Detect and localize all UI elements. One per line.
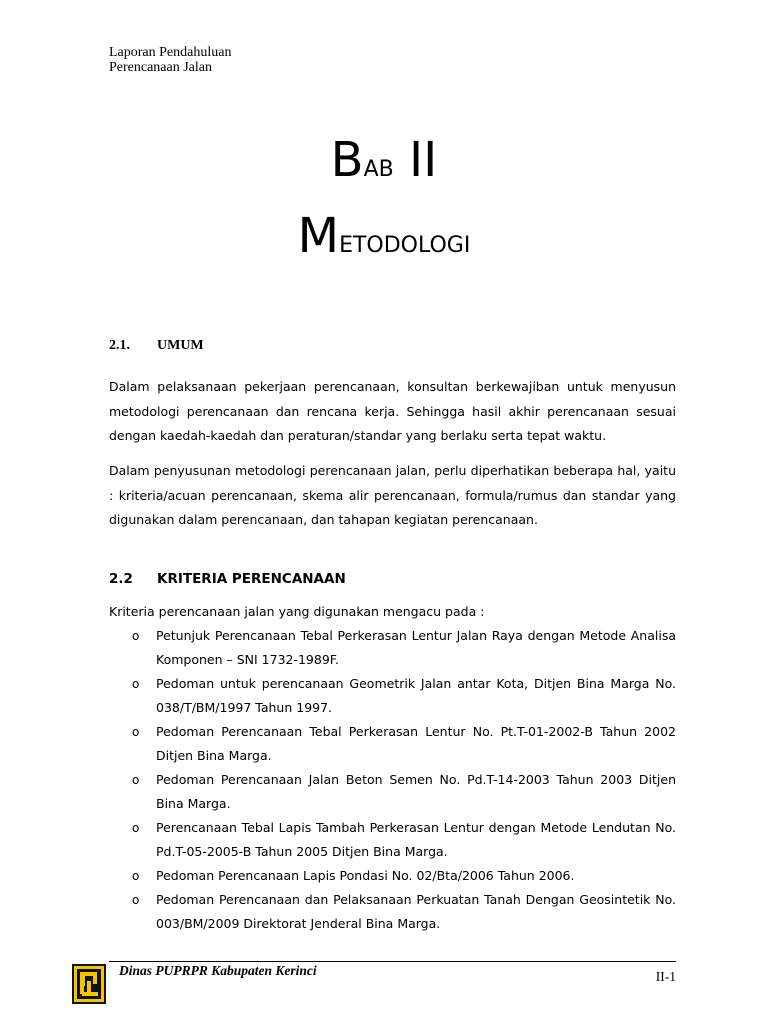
chapter-number-initial: B bbox=[330, 132, 364, 188]
footer-divider bbox=[109, 961, 676, 962]
list-item-text: Pedoman Perencanaan dan Pelaksanaan Perkuatan Tanah Dengan Geosintetik No. 003/BM/2009 Direktorat Jenderal Bina Marga. bbox=[156, 892, 676, 931]
paragraph: Dalam penyusunan metodologi perencanaan jalan, perlu diperhatikan beberapa hal, yaitu : kriteria/acuan perencanaan, skema alir perencanaan, formula/rumus dan standar yang digunakan dalam perencanaan, dan tahapan kegiatan perencanaan. bbox=[109, 463, 676, 527]
list-item bbox=[109, 624, 676, 672]
chapter-number bbox=[0, 130, 768, 201]
chapter-number-rest: AB bbox=[363, 157, 394, 182]
list-item bbox=[109, 672, 676, 720]
chapter-name bbox=[0, 206, 768, 277]
header-line-2: Perencanaan Jalan bbox=[109, 60, 212, 75]
list-item-text: Pedoman Perencanaan Jalan Beton Semen No. Pd.T-14-2003 Tahun 2003 Ditjen Bina Marga. bbox=[156, 772, 676, 811]
criteria-list bbox=[109, 624, 676, 936]
chapter-number-roman: II bbox=[393, 132, 438, 188]
list-item bbox=[109, 720, 676, 768]
chapter-name-initial: M bbox=[297, 208, 340, 264]
running-header bbox=[109, 45, 231, 75]
page-number: II-1 bbox=[655, 969, 676, 984]
bullet-circle-icon: o bbox=[132, 773, 140, 787]
list-item-text: Pedoman untuk perencanaan Geometrik Jalan antar Kota, Ditjen Bina Marga No. 038/T/BM/1997 Tahun 1997. bbox=[156, 676, 676, 715]
paragraph: Kriteria perencanaan jalan yang digunakan mengacu pada : bbox=[109, 604, 485, 619]
section-heading-umum bbox=[109, 338, 204, 354]
footer-organization: Dinas PUPRPR Kabupaten Kerinci bbox=[119, 963, 317, 978]
bullet-circle-icon: o bbox=[132, 677, 140, 691]
section-title: UMUM bbox=[157, 338, 204, 353]
bullet-circle-icon: o bbox=[132, 629, 140, 643]
list-item bbox=[109, 888, 676, 936]
section-number: 2.1. bbox=[109, 338, 130, 353]
list-item-text: Petunjuk Perencanaan Tebal Perkerasan Lentur Jalan Raya dengan Metode Analisa Komponen – SNI 1732-1989F. bbox=[156, 628, 676, 667]
section-number: 2.2 bbox=[109, 571, 133, 587]
header-line-1: Laporan Pendahuluan bbox=[109, 45, 232, 60]
section-title: KRITERIA PERENCANAAN bbox=[157, 571, 346, 587]
list-item bbox=[109, 768, 676, 816]
bullet-circle-icon: o bbox=[132, 893, 140, 907]
bullet-circle-icon: o bbox=[132, 725, 140, 739]
section-heading-kriteria bbox=[109, 571, 346, 587]
bullet-circle-icon: o bbox=[132, 869, 140, 883]
list-item bbox=[109, 816, 676, 864]
list-item-text: Pedoman Perencanaan Tebal Perkerasan Lentur No. Pt.T-01-2002-B Tahun 2002 Ditjen Bina Marga. bbox=[156, 724, 676, 763]
bullet-circle-icon: o bbox=[132, 821, 140, 835]
pupr-logo-icon bbox=[72, 964, 106, 1004]
list-item bbox=[109, 864, 676, 888]
paragraph: Dalam pelaksanaan pekerjaan perencanaan, konsultan berkewajiban untuk menyusun metodologi perencanaan dan rencana kerja. Sehingga hasil akhir perencanaan sesuai dengan kaedah-kaedah dan peraturan/standar yang berlaku serta tepat waktu. bbox=[109, 379, 676, 443]
chapter-name-rest: ETODOLOGI bbox=[339, 233, 471, 258]
list-item-text: Perencanaan Tebal Lapis Tambah Perkerasan Lentur dengan Metode Lendutan No. Pd.T-05-2005-B Tahun 2005 Ditjen Bina Marga. bbox=[156, 820, 676, 859]
list-item-text: Pedoman Perencanaan Lapis Pondasi No. 02/Bta/2006 Tahun 2006. bbox=[156, 868, 575, 883]
